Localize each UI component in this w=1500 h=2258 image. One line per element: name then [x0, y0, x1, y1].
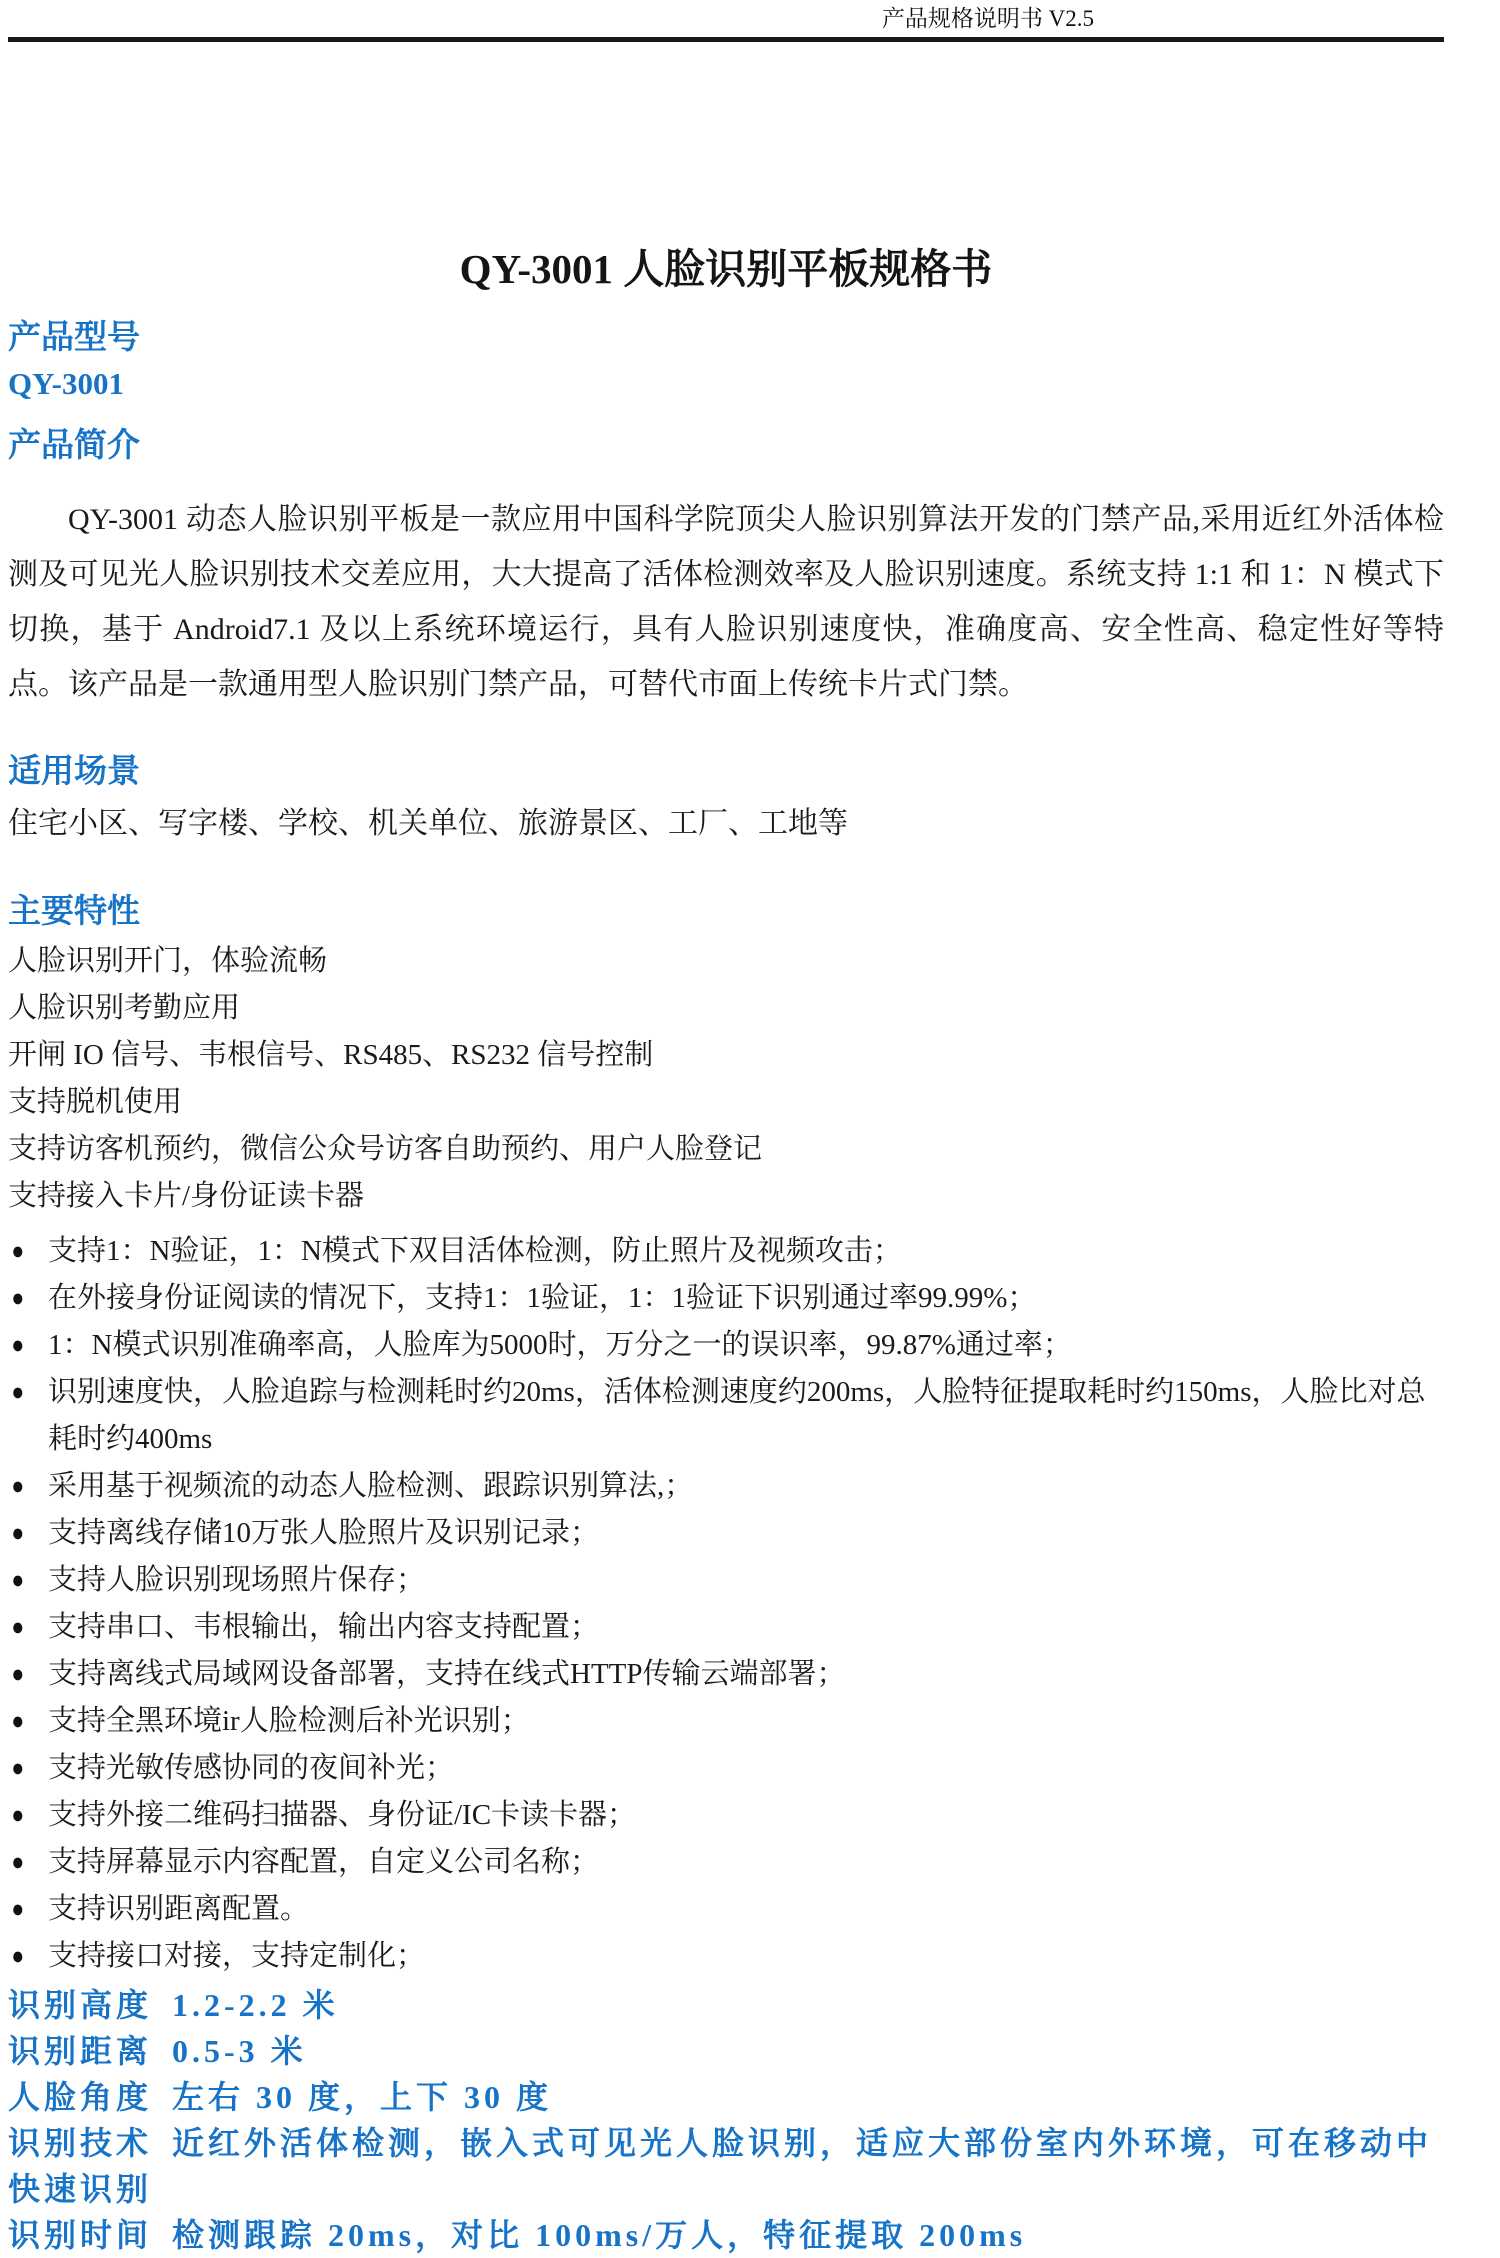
spec-row — [8, 2120, 1444, 2212]
bullet-icon: ● — [11, 1520, 25, 1547]
section-heading-model: 产品型号 — [8, 320, 140, 356]
scenarios-text: 住宅小区、写字楼、学校、机关单位、旅游景区、工厂、工地等 — [8, 807, 848, 840]
spec-value: 1.2-2.2 米 — [172, 1987, 339, 2023]
bullet-text: 支持离线式局域网设备部署，支持在线式HTTP传输云端部署； — [48, 1658, 846, 1690]
spec-label: 识别时间 — [8, 2217, 153, 2253]
bullet-text: 1：N模式识别准确率高，人脸库为5000时，万分之一的误识率，99.87%通过率； — [48, 1329, 1072, 1361]
feature-line: 人脸识别考勤应用 — [8, 992, 241, 1024]
list-item — [8, 1275, 1444, 1322]
bullet-text: 采用基于视频流的动态人脸检测、跟踪识别算法,； — [48, 1470, 694, 1502]
bullet-text: 支持接口对接，支持定制化； — [48, 1940, 426, 1972]
bullet-text: 支持1：N验证，1：N模式下双目活体检测，防止照片及视频攻击； — [48, 1235, 902, 1267]
section-heading-features: 主要特性 — [8, 894, 140, 930]
bullet-text: 支持离线存储10万张人脸照片及识别记录； — [48, 1517, 600, 1549]
doc-title: QY-3001 人脸识别平板规格书 — [459, 246, 993, 292]
spec-row — [8, 2074, 1444, 2120]
list-item — [8, 1369, 1444, 1463]
list-item — [8, 1557, 1444, 1604]
spec-value: 检测跟踪 20ms，对比 100ms/万人，特征提取 200ms — [172, 2217, 1027, 2253]
spec-label: 识别高度 — [8, 1987, 153, 2023]
list-item — [8, 1322, 1444, 1369]
bullet-text: 支持光敏传感协同的夜间补光； — [48, 1752, 455, 1784]
bullet-icon: ● — [11, 1849, 25, 1876]
list-item — [8, 1698, 1444, 1745]
bullet-icon: ● — [11, 1943, 25, 1970]
bullet-text: 支持串口、韦根输出，输出内容支持配置； — [48, 1611, 600, 1643]
bullet-icon: ● — [11, 1379, 25, 1406]
bullet-icon: ● — [11, 1473, 25, 1500]
bullet-text: 在外接身份证阅读的情况下，支持1：1验证，1：1验证下识别通过率99.99%； — [48, 1282, 1037, 1314]
feature-line: 人脸识别开门，体验流畅 — [8, 945, 328, 977]
intro-paragraph: QY-3001 动态人脸识别平板是一款应用中国科学院顶尖人脸识别算法开发的门禁产品,采用近红外活体检测及可见光人脸识别技术交差应用，大大提高了活体检测效率及人脸识别速度。系统支持 1:1 和 1：N 模式下切换，基于 Android7.1 及以上系统环境运行，具有人脸识别速度快，准确度高、安全性高、稳定性好等特点。该产品是一款通用型人脸识别门禁产品，可替代市面上传统卡片式门禁。 — [8, 503, 1444, 701]
list-item — [8, 1604, 1444, 1651]
bullet-icon: ● — [11, 1285, 25, 1312]
bullet-text: 支持全黑环境ir人脸检测后补光识别； — [48, 1705, 530, 1737]
feature-line: 支持访客机预约，微信公众号访客自助预约、用户人脸登记 — [8, 1133, 763, 1165]
feature-line-group — [8, 938, 1444, 1220]
bullet-icon: ● — [11, 1238, 25, 1265]
spec-label: 识别距离 — [8, 2033, 153, 2069]
feature-bullet-list — [8, 1228, 1444, 1980]
list-item — [8, 1745, 1444, 1792]
section-heading-intro: 产品简介 — [8, 428, 140, 464]
section-heading-scenarios: 适用场景 — [8, 754, 140, 790]
model-value: QY-3001 — [8, 366, 124, 401]
bullet-text: 支持屏幕显示内容配置，自定义公司名称； — [48, 1846, 600, 1878]
list-item — [8, 1792, 1444, 1839]
spec-row — [8, 2028, 1444, 2074]
doc-header-label: 产品规格说明书 V2.5 — [881, 6, 1094, 31]
list-item — [8, 1651, 1444, 1698]
spec-table — [8, 1982, 1444, 2258]
feature-line: 支持脱机使用 — [8, 1086, 183, 1118]
bullet-text: 支持外接二维码扫描器、身份证/IC卡读卡器； — [48, 1799, 637, 1831]
spec-value: 0.5-3 米 — [172, 2033, 307, 2069]
bullet-icon: ● — [11, 1708, 25, 1735]
list-item — [8, 1886, 1444, 1933]
feature-line: 开闸 IO 信号、韦根信号、RS485、RS232 信号控制 — [8, 1039, 654, 1071]
header-rule — [8, 37, 1444, 42]
spec-row — [8, 2212, 1444, 2258]
bullet-icon: ● — [11, 1567, 25, 1594]
bullet-icon: ● — [11, 1614, 25, 1641]
spec-label: 识别技术 — [8, 2125, 153, 2161]
list-item — [8, 1510, 1444, 1557]
bullet-icon: ● — [11, 1661, 25, 1688]
bullet-icon: ● — [11, 1755, 25, 1782]
bullet-text: 支持识别距离配置。 — [48, 1893, 310, 1925]
bullet-icon: ● — [11, 1896, 25, 1923]
bullet-text: 识别速度快，人脸追踪与检测耗时约20ms，活体检测速度约200ms，人脸特征提取耗时约150ms，人脸比对总耗时约400ms — [48, 1376, 1426, 1455]
list-item — [8, 1228, 1444, 1275]
spec-label: 人脸角度 — [8, 2079, 153, 2115]
bullet-text: 支持人脸识别现场照片保存； — [48, 1564, 426, 1596]
spec-row — [8, 1982, 1444, 2028]
list-item — [8, 1933, 1444, 1980]
bullet-icon: ● — [11, 1332, 25, 1359]
list-item — [8, 1463, 1444, 1510]
feature-line: 支持接入卡片/身份证读卡器 — [8, 1180, 365, 1212]
bullet-icon: ● — [11, 1802, 25, 1829]
spec-value: 近红外活体检测，嵌入式可见光人脸识别，适应大部份室内外环境，可在移动中快速识别 — [8, 2125, 1433, 2207]
list-item — [8, 1839, 1444, 1886]
spec-value: 左右 30 度，上下 30 度 — [172, 2079, 553, 2115]
